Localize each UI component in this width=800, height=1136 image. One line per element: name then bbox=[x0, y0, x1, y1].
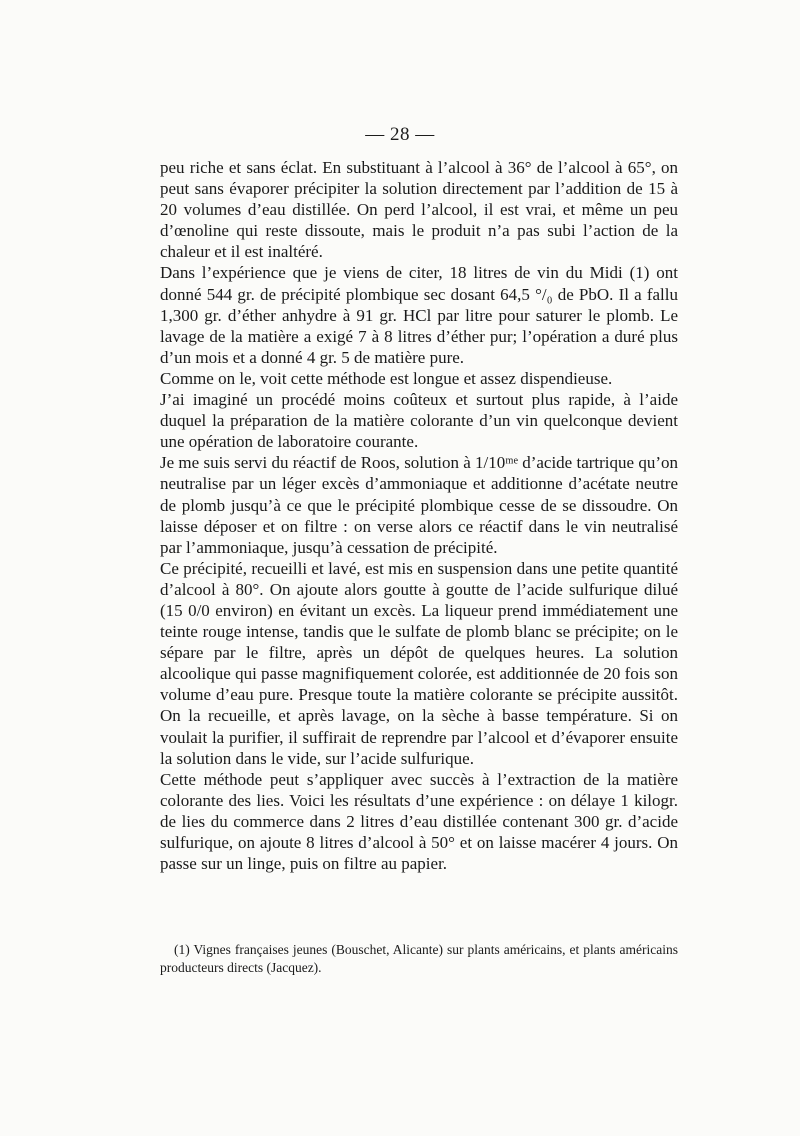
paragraph-3: Comme on le, voit cette méthode est longue et assez dispendieuse. bbox=[160, 368, 613, 388]
page-number: — 28 — bbox=[365, 124, 435, 145]
paragraph-6: Ce précipité, recueilli et lavé, est mis en suspension dans une petite quantité d’alcool à 80°. On ajoute alors goutte à goutte de l’acide sulfurique dilué (15 0/0 environ) en évitant un excès. La liqueur prend immédiatement une teinte rouge intense, tandis que le sulfate de plomb blanc se précipite; on le sépare par le filtre, après un dépôt de quelques heures. La solution alcoolique qui passe magnifiquement colorée, est additionnée de 20 fois son volume d’eau pure. Presque toute la matière colorante se précipite aussitôt. On la recueille, et après lavage, on la sèche à basse température. Si on voulait la purifier, il suffirait de reprendre par l’alcool et d’évaporer ensuite la solution dans le vide, sur l’acide sulfurique. bbox=[160, 558, 678, 768]
paragraph-1: peu riche et sans éclat. En substituant à l’alcool à 36° de l’alcool à 65°, on peut sans évaporer précipiter la solution directement par l’addition de 15 à 20 volumes d’eau distillée. On perd l’alcool, il est vrai, et même un peu d’œnoline qui reste dissoute, mais le produit n’a pas subi l’action de la chaleur et il est inaltéré. bbox=[160, 158, 678, 262]
footnote bbox=[160, 941, 678, 977]
footnote-text: (1) Vignes françaises jeunes (Bouschet, Alicante) sur plants américains, et plants américains producteurs directs (Jacquez). bbox=[160, 942, 678, 975]
paragraph-2: Dans l’expérience que je viens de citer, 18 litres de vin du Midi (1) ont donné 544 gr. de précipité plombique sec dosant 64,5 °/₀ de PbO. Il a fallu 1,300 gr. d’éther anhydre à 91 gr. HCl par litre pour saturer le plomb. Le lavage de la matière a exigé 7 à 8 litres d’éther pur; l’opération a duré plus d’un mois et a donné 4 gr. 5 de matière pure. bbox=[160, 263, 678, 367]
paragraph-4: J’ai imaginé un procédé moins coûteux et surtout plus rapide, à l’aide duquel la préparation de la matière colorante d’un vin quelconque devient une opération de laboratoire courante. bbox=[160, 390, 678, 452]
body-text bbox=[160, 157, 678, 874]
paragraph-7: Cette méthode peut s’appliquer avec succès à l’extraction de la matière colorante des lies. Voici les résultats d’une expérience : on délaye 1 kilogr. de lies du commerce dans 2 litres d’eau distillée contenant 300 gr. d’acide sulfurique, on ajoute 8 litres d’alcool à 50° et on laisse macérer 4 jours. On passe sur un linge, puis on filtre au papier. bbox=[160, 769, 678, 874]
paragraph-5: Je me suis servi du réactif de Roos, solution à 1/10ᵐᵉ d’acide tartrique qu’on neutralise par un léger excès d’ammoniaque et additionne d’acétate neutre de plomb jusqu’à ce que le précipité plombique cesse de se dissoudre. On laisse déposer et on filtre : on verse alors ce réactif dans le vin neutralisé par l’ammoniaque, jusqu’à cessation de précipité. bbox=[160, 453, 678, 557]
